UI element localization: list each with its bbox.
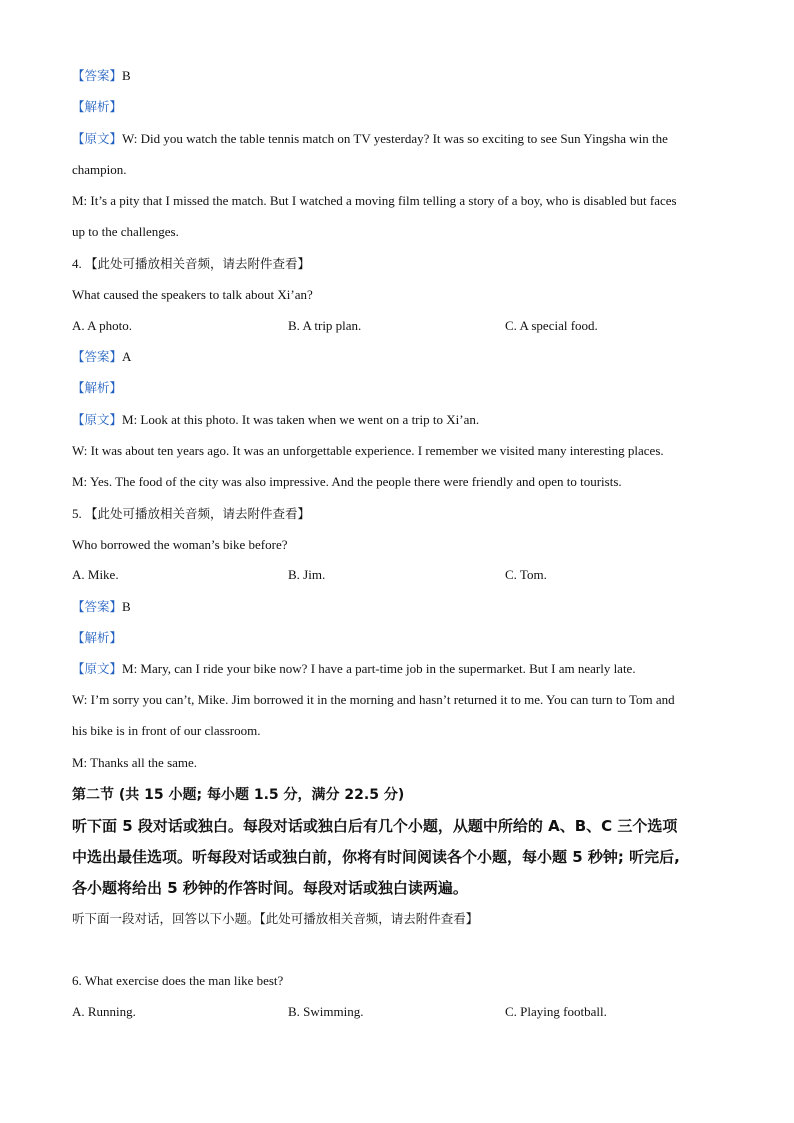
transcript-line: up to the challenges. <box>72 224 179 239</box>
original-tag: 【原文】 <box>72 131 123 146</box>
original-text-line <box>72 661 636 677</box>
question-header <box>72 256 310 272</box>
listen-instruction[interactable]: 听下面一段对话，回答以下小题。【此处可播放相关音频，请去附件查看】 <box>72 911 479 926</box>
original-tag: 【原文】 <box>72 412 123 427</box>
answer-tag: 【答案】 <box>72 599 123 614</box>
original-text-line <box>72 131 668 147</box>
question-text: Who borrowed the woman’s bike before? <box>72 537 288 552</box>
option-c: C. A special food. <box>505 318 598 333</box>
option-a: A. Running. <box>72 1004 136 1019</box>
transcript-text: W: Did you watch the table tennis match on TV yesterday? It was so exciting to see Sun Yingsha win the <box>122 131 668 146</box>
analysis-row <box>72 99 122 115</box>
section-title: 第二节 (共 15 小题; 每小题 1.5 分，满分 22.5 分) <box>72 787 405 803</box>
question-text: What caused the speakers to talk about Xi’an? <box>72 287 313 302</box>
transcript-line: champion. <box>72 162 127 177</box>
audio-link[interactable]: 【此处可播放相关音频，请去附件查看】 <box>85 256 311 271</box>
analysis-row <box>72 630 122 646</box>
answer-row <box>72 68 131 84</box>
question-text: 6. What exercise does the man like best? <box>72 973 284 988</box>
transcript-line: M: Yes. The food of the city was also impressive. And the people there were friendly and open to tourists. <box>72 474 622 489</box>
section-instructions: 中选出最佳选项。听每段对话或独白前，你将有时间阅读各个小题，每小题 5 秒钟; 听完后, <box>72 848 680 866</box>
transcript-line: M: Thanks all the same. <box>72 755 198 770</box>
analysis-row <box>72 380 122 396</box>
option-b: B. Swimming. <box>288 1004 364 1019</box>
analysis-tag: 【解析】 <box>72 630 123 645</box>
option-c: C. Tom. <box>505 567 547 582</box>
option-a: A. A photo. <box>72 318 132 333</box>
audio-link[interactable]: 【此处可播放相关音频，请去附件查看】 <box>85 506 311 521</box>
answer-tag: 【答案】 <box>72 349 123 364</box>
question-number: 5. <box>72 506 82 521</box>
answer-tag: 【答案】 <box>72 68 123 83</box>
answer-value: B <box>122 599 131 614</box>
transcript-line: W: It was about ten years ago. It was an unforgettable experience. I remember we visited many interesting places. <box>72 443 664 458</box>
original-tag: 【原文】 <box>72 661 123 676</box>
transcript-line: his bike is in front of our classroom. <box>72 723 261 738</box>
transcript-line: W: I’m sorry you can’t, Mike. Jim borrowed it in the morning and hasn’t returned it to me. You can turn to Tom and <box>72 692 675 707</box>
transcript-text: M: Mary, can I ride your bike now? I have a part-time job in the supermarket. But I am nearly late. <box>122 661 636 676</box>
question-number: 4. <box>72 256 82 271</box>
analysis-tag: 【解析】 <box>72 99 123 114</box>
option-b: B. A trip plan. <box>288 318 362 333</box>
answer-row <box>72 599 131 615</box>
original-text-line <box>72 412 479 428</box>
section-instructions: 各小题将给出 5 秒钟的作答时间。每段对话或独白读两遍。 <box>72 879 468 897</box>
option-a: A. Mike. <box>72 567 119 582</box>
answer-row <box>72 349 131 365</box>
answer-value: B <box>122 68 131 83</box>
option-c: C. Playing football. <box>505 1004 607 1019</box>
question-header <box>72 506 310 522</box>
option-b: B. Jim. <box>288 567 326 582</box>
transcript-text: M: Look at this photo. It was taken when we went on a trip to Xi’an. <box>122 412 480 427</box>
section-instructions: 听下面 5 段对话或独白。每段对话或独白后有几个小题，从题中所给的 A、B、C 三个选项 <box>72 817 678 835</box>
transcript-line: M: It’s a pity that I missed the match. But I watched a moving film telling a story of a boy, who is disabled but faces <box>72 193 677 208</box>
analysis-tag: 【解析】 <box>72 380 123 395</box>
answer-value: A <box>122 349 132 364</box>
